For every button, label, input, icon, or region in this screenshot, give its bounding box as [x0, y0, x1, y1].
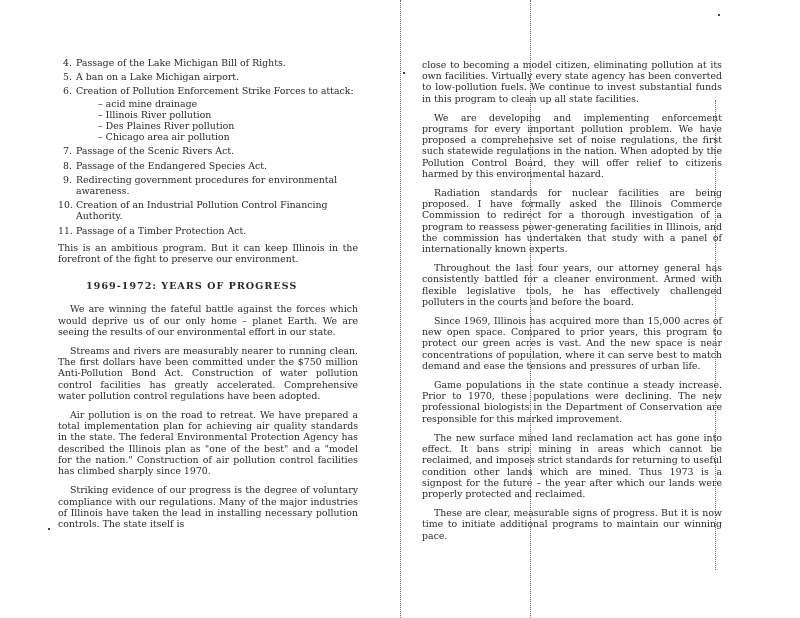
- list-number: 8.: [63, 160, 72, 172]
- list-number: 11.: [58, 225, 73, 237]
- body-paragraph: Striking evidence of our progress is the degree of voluntary compliance with our regulations. Many of the major industries of Illinois have taken the lead in installing necessary pollution controls. The state itself is: [58, 485, 358, 530]
- list-number: 10.: [58, 200, 73, 212]
- scan-speck: [718, 14, 720, 16]
- closing-paragraph: This is an ambitious program. But it can keep Illinois in the forefront of the fight to preserve our environment.: [58, 242, 358, 266]
- body-paragraph: These are clear, measurable signs of progress. But it is now time to initiate additional programs to maintain our winning pace.: [422, 508, 722, 542]
- scan-speck: [48, 528, 50, 530]
- body-paragraph: Game populations in the state continue a steady increase. Prior to 1970, these populations were declining. The new professional biologists in the Department of Conservation are responsible for this marked improvement.: [422, 380, 722, 425]
- list-item: [58, 175, 358, 197]
- strike-force-targets: [76, 99, 358, 144]
- list-number: 7.: [63, 146, 72, 158]
- body-paragraph: Radiation standards for nuclear facilities are being proposed. I have formally asked the Illinois Commerce Commission to redirect for a thorough investigation of a program to reassess power-generating facilities in Illinois, and the commission has undertaken that study with a panel of internationally known experts.: [422, 188, 722, 256]
- body-paragraph: We are winning the fateful battle against the forces which would deprive us of our only home – planet Earth. We are seeing the results of our environmental effort in our state.: [58, 304, 358, 338]
- scan-artifact-line: [530, 0, 531, 618]
- list-item: [58, 200, 358, 222]
- body-paragraph: The new surface mined land reclamation act has gone into effect. It bans strip mining in areas which cannot be reclaimed, and imposes strict standards for returning to useful condition other lands which are mined. Thus 1973 is a signpost for the future – the year after which our lands were properly protected and reclaimed.: [422, 432, 722, 500]
- sub-item: – Des Plaines River pollution: [98, 121, 235, 133]
- right-column: [422, 60, 722, 550]
- list-item: [58, 146, 358, 157]
- list-text: Passage of the Scenic Rivers Act.: [76, 146, 235, 158]
- section-heading: 1969-1972: YEARS OF PROGRESS: [86, 281, 298, 293]
- list-number: 4.: [63, 58, 72, 69]
- list-text: Redirecting government procedures for environmental awareness.: [76, 174, 338, 198]
- list-number: 5.: [63, 72, 72, 84]
- list-text: Creation of Pollution Enforcement Strike Forces to attack:: [76, 86, 354, 98]
- list-item: [58, 72, 358, 83]
- scan-artifact-line: [715, 100, 716, 570]
- left-column: [58, 58, 358, 538]
- list-text: Passage of the Endangered Species Act.: [76, 160, 268, 172]
- sub-item: – acid mine drainage: [98, 98, 198, 110]
- list-item: [58, 58, 358, 69]
- page-fold-line: [400, 0, 401, 618]
- list-text: Creation of an Industrial Pollution Control Financing Authority.: [76, 200, 328, 223]
- list-item: [58, 161, 358, 172]
- list-text: Passage of the Lake Michigan Bill of Rights.: [76, 58, 286, 69]
- list-item: [58, 86, 358, 143]
- body-paragraph: We are developing and implementing enforcement programs for every important pollution problem. We have proposed a comprehensive set of noise regulations, the first such statewide regulations in the nation. When adopted by the Pollution Control Board, they will offer relief to citizens harmed by this environmental hazard.: [422, 112, 722, 180]
- sub-item: – Illinois River pollution: [98, 109, 212, 121]
- sub-item: – Chicago area air pollution: [98, 132, 230, 144]
- body-paragraph: Throughout the last four years, our attorney general has consistently battled for a cleaner environment. Armed with flexible legislative tools, he has effectively challenged polluters in the courts and before the board.: [422, 263, 722, 308]
- program-list: [58, 58, 358, 237]
- list-number: 6.: [63, 86, 72, 98]
- list-item: [58, 226, 358, 237]
- list-text: A ban on a Lake Michigan airport.: [76, 72, 240, 84]
- body-paragraph: Air pollution is on the road to retreat. We have prepared a total implementation plan for achieving air quality standards in the state. The federal Environmental Protection Agency has described the Illinois plan as "one of the best" and a "model for the nation." Construction of air pollution control facilities has climbed sharply since 1970.: [58, 410, 358, 478]
- scan-speck: [403, 72, 405, 74]
- body-paragraph: close to becoming a model citizen, eliminating pollution at its own facilities. Virtually every state agency has been converted to low-pollution fuels. We continue to invest substantial funds in this program to clean up all state facilities.: [422, 60, 722, 105]
- list-text: Passage of a Timber Protection Act.: [76, 225, 247, 237]
- body-paragraph: Since 1969, Illinois has acquired more than 15,000 acres of new open space. Compared to prior years, this program to protect our green acres is vast. And the new space is near concentrations of population, where it can serve best to match demand and ease the tensions and pressures of urban life.: [422, 316, 722, 372]
- list-number: 9.: [63, 174, 72, 186]
- body-paragraph: Streams and rivers are measurably nearer to running clean. The first dollars have been committed under the $750 million Anti-Pollution Bond Act. Construction of water pollution control facilities has greatly accelerated. Comprehensive water pollution control regulations have been adopted.: [58, 346, 358, 402]
